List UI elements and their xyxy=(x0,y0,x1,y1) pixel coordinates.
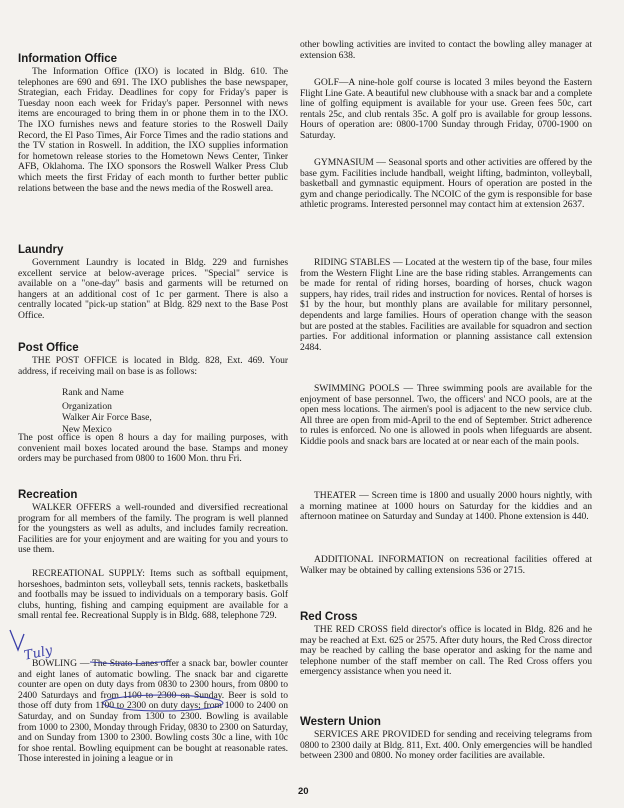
red-cross-text: THE RED CROSS field director's office is located in Bldg. 826 and he may be reached at Ext. 625 or 2575. After duty hours, the Red Cross director may be reached by calling the base operator and asking for the name and telephone number of the staff member on call. The Red Cross offers you emergency assistance when you need it. xyxy=(300,624,592,678)
information-office-heading: Information Office xyxy=(18,53,118,65)
address-line: Walker Air Force Base, xyxy=(62,412,152,424)
golf-text: GOLF—A nine-hole golf course is located 3 miles beyond the Eastern Flight Line Gate. A beautiful new clubhouse with a snack bar and a complete line of golfing equipment is available for your use. Green fees 50c, cart rentals 25c, and club rentals 35c. A golf pro is available for group lessons. Hours of operation are: 0800-1700 Sunday through Friday, 0700-1900 on Saturday. xyxy=(300,77,592,141)
laundry-heading: Laundry xyxy=(18,244,64,256)
check-mark xyxy=(10,630,24,650)
address-line: Rank and Name xyxy=(62,387,124,398)
recreational-supply-text: RECREATIONAL SUPPLY: Items such as softball equipment, horseshoes, badminton sets, volleyball sets, tennis rackets, basketballs and footballs may be issued to individuals on a temporary basis. Golf clubs, hunting, fishing and camping equipment are available for a small rental fee. Recreational Supply is in Bldg. 688, telephone 729. xyxy=(18,568,288,622)
address-line: New Mexico xyxy=(62,423,112,435)
post-office-text: THE POST OFFICE is located in Bldg. 828, Ext. 469. Your address, if receiving mail on base is as follows: xyxy=(18,355,288,377)
additional-info-text: ADDITIONAL INFORMATION on recreational facilities offered at Walker may be obtained by calling extensions 536 or 2715. xyxy=(300,554,592,576)
bowling-text: BOWLING — The Strato Lanes offer a snack bar, bowler counter and eight lanes of automatic bowling. The snack bar and cigarette counter are open on duty days from 0830 to 2300 hours, from 0800 to 2400 Saturdays and from 1100 to 2300 on Sunday. Beer is sold to those off duty from 1100 to 2300 on duty days; from 1000 to 2400 on Saturday, and on Sunday from 1300 to 2300. Bowling is available from 1000 to 2300, Monday through Friday, 0830 to 2300 on Saturday, and on Sunday from 1300 to 2300. Bowling costs 30c a line, with 10c for shoe rental. Bowling equipment can be bought at reasonable rates. Those interested in joining a league or in xyxy=(18,658,288,765)
western-union-heading: Western Union xyxy=(300,716,381,728)
riding-stables-text: RIDING STABLES — Located at the western tip of the base, four miles from the Western Flight Line are the base riding stables. Arrangements can be made for rental of riding horses, boarding of horses, chuck wagon suppers, hay rides, trail rides and instruction for novices. Rental of horses is $1 by the hour, but monthly plans are available for military personnel, dependents and large families. Hours of operation change with the season but are posted at the stables. Facilities are available for squadron and section parties. For additional information or planning assistance call extension 2484. xyxy=(300,257,592,353)
circle-mark xyxy=(103,695,223,711)
underline-mark xyxy=(90,661,170,664)
page-number: 20 xyxy=(298,786,309,797)
laundry-text: Government Laundry is located in Bldg. 229 and furnishes excellent service at below-average prices. "Special" service is available on a "one-day" basis and garments will be returned on hangers at an additional cost of 1c per garment. There is also a centrally located "pick-up station" at Bldg. 829 next to the Base Post Office. xyxy=(18,257,288,321)
handwritten-annotation: Tuly xyxy=(22,643,54,664)
information-office-text: The Information Office (IXO) is located in Bldg. 610. The telephones are 690 and 691. The IXO publishes the base newspaper, Strategian, each Friday. Deadlines for copy for Friday's paper is Tuesday noon each week for Friday's paper. Personnel with news items are encouraged to bring them in or phone them in to the IXO. The IXO furnishes news and feature stories to the Roswell Daily Record, the El Paso Times, Air Force Times and the radio stations and the TV station in Roswell. In addition, the IXO supplies information for hometown release stories to the Hometown News Center, Tinker AFB, Oklahoma. The IXO sponsors the Roswell Walker Press Club which meets the first Friday of each month to further better public relations between the base and the news media of the Roswell area. xyxy=(18,66,288,194)
post-office-heading: Post Office xyxy=(18,342,79,354)
address-line: Organization xyxy=(62,400,112,412)
western-union-text: SERVICES ARE PROVIDED for sending and receiving telegrams from 0800 to 2300 daily at Bldg. 811, Ext. 400. Only emergencies will be handled between 2300 and 0800. No money order facilities are available. xyxy=(300,729,592,762)
recreation-text: WALKER OFFERS a well-rounded and diversified recreational program for all members of the family. The program is well planned for the youngsters as well as adults, and includes family recreation. Facilities are for your enjoyment and are waiting for you and yours to use them. xyxy=(18,502,288,556)
bowling-continued-text: other bowling activities are invited to contact the bowling alley manager at extension 638. xyxy=(300,39,592,61)
theater-text: THEATER — Screen time is 1800 and usually 2000 hours nightly, with a morning matinee at 1000 hours on Saturday for the kiddies and an afternoon matinee on Saturday and Sunday at 1400. Phone extension is 440. xyxy=(300,490,592,523)
swimming-pools-text: SWIMMING POOLS — Three swimming pools are available for the enjoyment of base personnel. Two, the officers' and NCO pools, are at the open mess locations. The airmen's pool is adjacent to the new service club. All three are open from mid-April to the end of September. Strict adherence to rules is enforced. No one is allowed in pools when lifeguards are absent. Kiddie pools and snack bars are located at or near each of the main pools. xyxy=(300,383,592,447)
red-cross-heading: Red Cross xyxy=(300,611,358,623)
post-office-text-2: The post office is open 8 hours a day for mailing purposes, with convenient mail boxes located around the base. Stamps and money orders may be purchased from 0800 to 1600 Mon. thru Fri. xyxy=(18,432,288,465)
gymnasium-text: GYMNASIUM — Seasonal sports and other activities are offered by the base gym. Facilities include handball, weight lifting, badminton, volleyball, basketball and gymnastic equipment. Hours of operation are posted in the gym and change periodically. The NCOIC of the gym is responsible for base athletic programs. Interested personnel may contact him at extension 2637. xyxy=(300,157,592,211)
recreation-heading: Recreation xyxy=(18,489,78,501)
